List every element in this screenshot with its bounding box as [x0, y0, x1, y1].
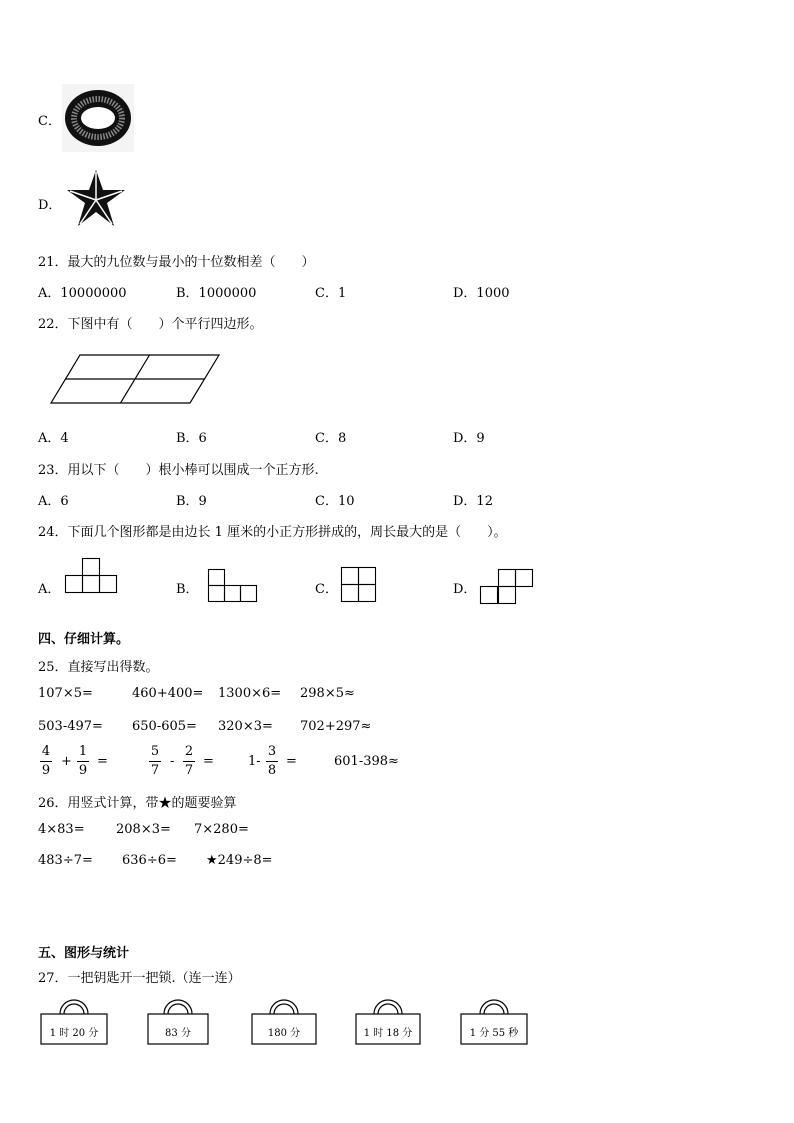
- q25-r1-c4: 298×5≈: [300, 686, 355, 701]
- q24-option-a: A．: [38, 582, 61, 597]
- minus-sign: -: [170, 754, 175, 769]
- fraction-4-9: 4 9: [41, 744, 51, 778]
- q25-text: 25．直接写出得数。: [38, 660, 159, 675]
- square-shape-figure: [341, 567, 377, 603]
- fraction-5-7: 5 7: [150, 744, 160, 778]
- q22-option-c: C．8: [315, 431, 347, 446]
- q25-r1-c1: 107×5=: [38, 686, 93, 701]
- cross-shape-figure: [65, 558, 117, 594]
- q21-option-a: A．10000000: [38, 286, 127, 301]
- q26-r1-c1: 4×83=: [38, 822, 85, 837]
- q23-option-c: C．10: [315, 494, 355, 509]
- q26-text: 26．用竖式计算，带★的题要验算: [38, 796, 237, 811]
- q25-r3-c4: 601-398≈: [334, 754, 399, 769]
- lock-1[interactable]: [40, 994, 108, 1046]
- q23-option-d: D．12: [453, 494, 493, 509]
- lock-5[interactable]: [460, 994, 528, 1046]
- equals-sign-3: =: [286, 754, 297, 769]
- q26-r2-c3: ★249÷8=: [206, 853, 273, 868]
- q26-r2-c1: 483÷7=: [38, 853, 93, 868]
- ring-figure: [62, 84, 134, 152]
- fraction-1-9: 1 9: [78, 744, 88, 778]
- lock-2[interactable]: [147, 994, 209, 1046]
- q27-text: 27．一把钥匙开一把锁.（连一连）: [38, 971, 241, 986]
- lock-3[interactable]: [251, 994, 317, 1046]
- q25-r2-c1: 503-497=: [38, 719, 103, 734]
- option-c-label: C．: [38, 114, 61, 129]
- q26-r2-c2: 636÷6=: [122, 853, 177, 868]
- section-5-title: 五、图形与统计: [38, 946, 130, 961]
- q23-text: 23．用以下（ ）根小棒可以围成一个正方形.: [38, 463, 319, 478]
- section-4-title: 四、仔细计算。: [38, 632, 130, 647]
- q23-option-a: A．6: [38, 494, 69, 509]
- q25-r1-c3: 1300×6=: [218, 686, 282, 701]
- lock-3-label: 180 分: [267, 1028, 301, 1039]
- q26-r1-c2: 208×3=: [116, 822, 171, 837]
- q22-option-b: B．6: [176, 431, 207, 446]
- fraction-2-7: 2 7: [184, 744, 194, 778]
- l-shape-figure: [208, 569, 258, 603]
- q25-r2-c3: 320×3=: [218, 719, 273, 734]
- lock-4-label: 1 时 18 分: [363, 1028, 413, 1039]
- option-d-label: D．: [38, 198, 62, 213]
- fraction-3-8: 3 8: [267, 744, 277, 778]
- q25-r2-c4: 702+297≈: [300, 719, 372, 734]
- step-shape-figure: [480, 569, 534, 605]
- q24-text: 24．下面几个图形都是由边长 1 厘米的小正方形拼成的，周长最大的是（ ）。: [38, 525, 507, 540]
- q24-option-c: C．: [315, 582, 338, 597]
- q21-option-d: D．1000: [453, 286, 510, 301]
- q25-r2-c2: 650-605=: [132, 719, 197, 734]
- q23-option-b: B．9: [176, 494, 207, 509]
- equals-sign-2: =: [203, 754, 214, 769]
- lock-2-label: 83 分: [165, 1028, 191, 1039]
- q24-option-d: D．: [453, 582, 477, 597]
- lock-1-label: 1 时 20 分: [49, 1028, 99, 1039]
- star-figure: [64, 168, 128, 230]
- parallelogram-figure: [50, 354, 222, 404]
- equals-sign-1: =: [97, 754, 108, 769]
- lock-5-label: 1 分 55 秒: [469, 1028, 519, 1039]
- q21-option-c: C．1: [315, 286, 347, 301]
- lock-4[interactable]: [355, 994, 421, 1046]
- plus-sign: +: [61, 754, 72, 769]
- q22-text: 22．下图中有（ ）个平行四边形。: [38, 317, 263, 332]
- q21-text: 21．最大的九位数与最小的十位数相差（ ）: [38, 255, 315, 270]
- q22-option-a: A．4: [38, 431, 69, 446]
- one-minus: 1-: [248, 754, 261, 769]
- q24-option-b: B．: [176, 582, 199, 597]
- q21-option-b: B．1000000: [176, 286, 257, 301]
- q22-option-d: D．9: [453, 431, 485, 446]
- q25-r1-c2: 460+400=: [132, 686, 204, 701]
- q26-r1-c3: 7×280=: [194, 822, 249, 837]
